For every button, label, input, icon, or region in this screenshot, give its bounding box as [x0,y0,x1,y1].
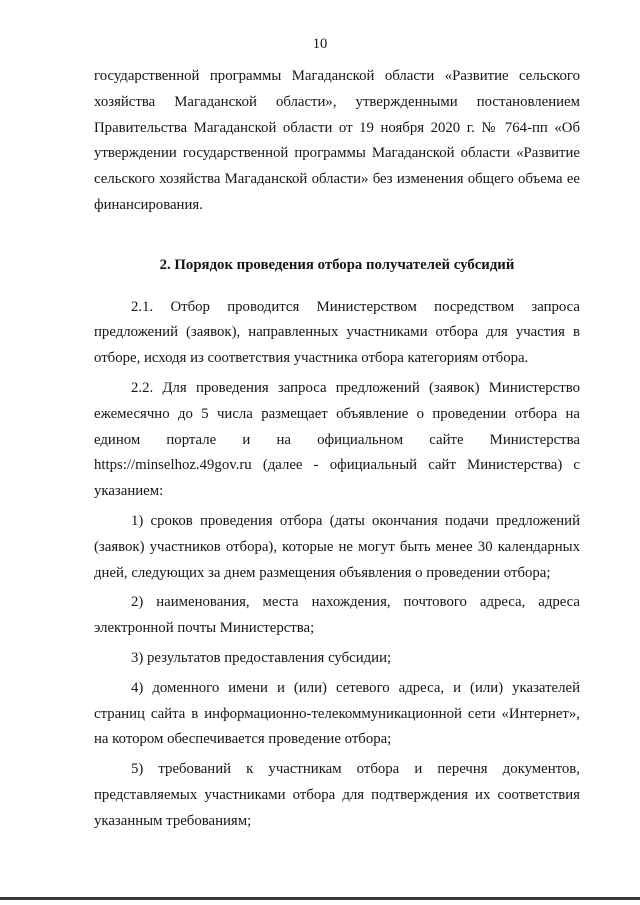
list-item: 2) наименования, места нахождения, почтового адреса, адреса электронной почты Министерства; [94,594,580,637]
paragraph-2-2-tail: (далее - официальный сайт Министерства) с указанием: [94,457,580,500]
list-item: 4) доменного имени и (или) сетевого адреса, и (или) указателей страниц сайта в информационно-телекоммуникационной сети «Интернет», на котором обеспечивается проведение отбора; [94,679,580,748]
list-item: 3) результатов предоставления субсидии; [131,649,392,666]
section-heading: 2. Порядок проведения отбора получателей субсидий [159,256,515,273]
intro-paragraph: государственной программы Магаданской области «Развитие сельского хозяйства Магаданской области», утвержденными постановлением Правительства Магаданской области от 19 ноября 2020 г. № 764-пп «Об утверждении государственной программы Магаданской области «Развитие сельского хозяйства Магаданской области» без изменения общего объема ее финансирования. [94,68,580,213]
paragraph-2-2 [94,376,580,505]
paragraph-2-1: 2.1. Отбор проводится Министерством посредством запроса предложений (заявок), направленных участниками отбора для участия в отборе, исходя из соответствия участника отбора категориям отбора. [94,298,580,367]
list-item: 5) требований к участникам отбора и перечня документов, представляемых участниками отбора для подтверждения их соответствия указанным требованиям; [94,761,580,829]
page-number: 10 [312,36,328,52]
ministry-website-link[interactable]: https://minselhoz.49gov.ru [94,457,252,474]
page-bottom-edge [0,897,640,900]
document-body [94,64,580,835]
list-item: 1) сроков проведения отбора (даты окончания подачи предложений (заявок) участников отбора), которые не могут быть менее 30 календарных дней, следующих за днем размещения объявления о проведении отбора; [94,512,580,581]
paragraph-2-2-text: 2.2. Для проведения запроса предложений (заявок) Министерство ежемесячно до 5 числа размещает объявление о проведении отбора на едином портале и на официальном сайте Министерства [94,379,580,448]
